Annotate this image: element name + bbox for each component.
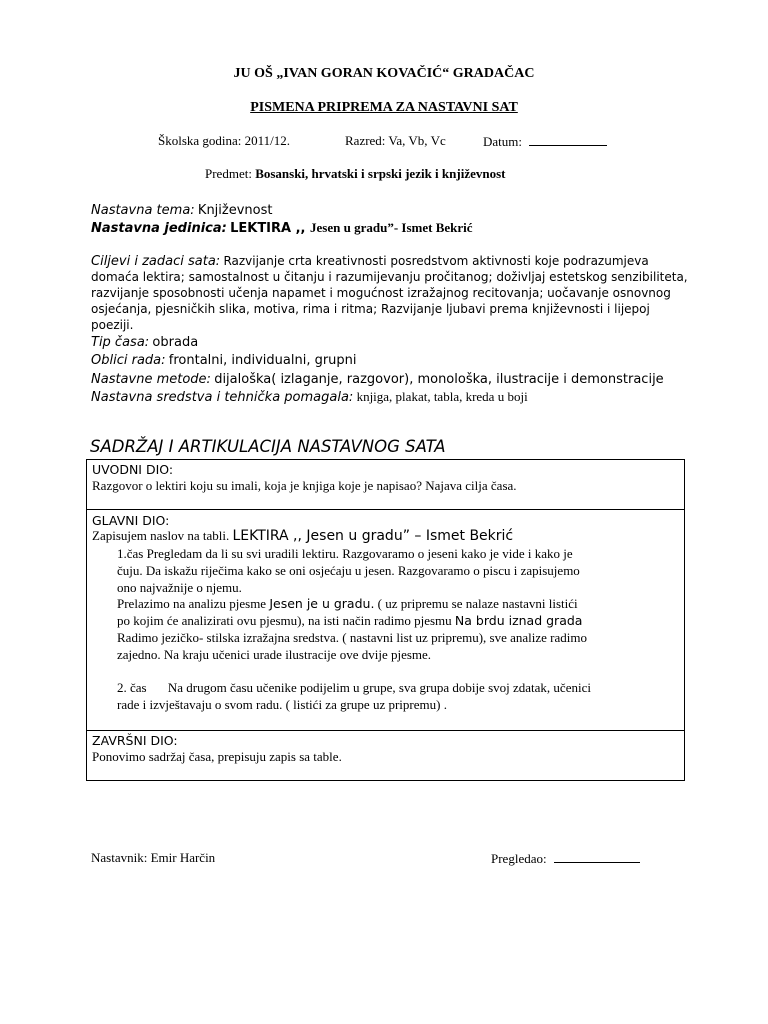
glavni-line-9 — [117, 680, 591, 696]
date-blank — [529, 133, 607, 146]
uvodni-text: Razgovor o lektiri koju su imali, koja je knjiga koje je napisao? Najava cilja časa. — [92, 478, 517, 493]
ciljevi-label: Ciljevi i zadaci sata: — [91, 254, 221, 269]
glavni-line-2: 1.čas Pregledam da li su svi uradili lektiru. Razgovaramo o jeseni kako je vide i kako je — [117, 546, 573, 561]
row-divider — [87, 509, 684, 510]
glavni-line-8: zajedno. Na kraju učenici urade ilustracije ove dvije pjesme. — [117, 647, 432, 662]
glavni-line-6-a: po kojim će analizirati ovu pjesmu), na isti način radimo pjesmu — [117, 613, 452, 628]
glavni-line-3: čuju. Da iskažu riječima kako se oni osjećaju u jesen. Razgovaramo o piscu i zapisujemo — [117, 563, 580, 578]
sredstva-label: Nastavna sredstva i tehnička pomagala: — [91, 390, 354, 405]
teacher-name: Nastavnik: Emir Harčin — [91, 850, 216, 865]
ciljevi-line-4: osjećanja, pjesničkih slika, motiva, rima i ritma; Razvijanje ljubavi prema književnosti i lijepoj — [91, 302, 650, 316]
oblici-value: frontalni, individualni, grupni — [168, 353, 357, 368]
zavrsni-heading: ZAVRŠNI DIO: — [92, 733, 178, 748]
ciljevi-line-5: poeziji. — [91, 318, 134, 332]
tema-value: Književnost — [197, 203, 273, 218]
glavni-line-5-c: ( uz pripremu se nalaze nastavni listići — [377, 596, 578, 611]
ciljevi-row — [91, 253, 649, 269]
poem-title-2: Na brdu iznad grada — [454, 613, 583, 628]
subject-value: Bosanski, hrvatski i srpski jezik i književnost — [255, 166, 506, 181]
glavni-lektira-title: LEKTIRA ,, Jesen u gradu” – Ismet Bekrić — [232, 528, 514, 544]
uvodni-heading: UVODNI DIO: — [92, 462, 174, 477]
metode-label: Nastavne metode: — [91, 372, 211, 387]
glavni-line-6 — [117, 613, 582, 629]
jedinica-value: Jesen u gradu”- Ismet Bekrić — [310, 220, 473, 235]
school-name: JU OŠ „IVAN GORAN KOVAČIĆ“ GRADAČAC — [233, 66, 535, 81]
reviewed-blank — [554, 850, 640, 863]
document-title: PISMENA PRIPREMA ZA NASTAVNI SAT — [250, 100, 518, 115]
glavni-line-5-a: Prelazimo na analizu pjesme — [117, 596, 267, 611]
glavni-line-7: Radimo jezičko- stilska izražajna sredstva. ( nastavni list uz pripremu), sve analize radimo — [117, 630, 588, 645]
glavni-line-10: rade i izvještavaju o svom radu. ( listići za grupe uz pripremu) . — [117, 697, 447, 712]
ciljevi-line-3: razvijanje sposobnosti učenja napamet i mogućnost izražajnog recitovanja; uočavanje osnovnog — [91, 286, 671, 300]
glavni-line-5 — [117, 596, 578, 612]
school-year: Školska godina: 2011/12. — [158, 133, 291, 148]
tema-label: Nastavna tema: — [91, 203, 195, 218]
date-field — [483, 133, 607, 150]
oblici-label: Oblici rada: — [91, 353, 166, 368]
jedinica-label: Nastavna jedinica: — [91, 221, 227, 236]
poem-title-1: Jesen je u gradu. — [269, 596, 375, 611]
section-title: SADRŽAJ I ARTIKULACIJA NASTAVNOG SATA — [90, 437, 446, 456]
subject-line — [205, 166, 505, 182]
subject-label: Predmet: — [205, 166, 252, 181]
date-label: Datum: — [483, 134, 522, 149]
glavni-line-9-b: Na drugom času učenike podijelim u grupe, sva grupa dobije svoj zdatak, učenici — [167, 680, 591, 695]
glavni-line-4: ono najvažnije o njemu. — [117, 580, 242, 595]
glavni-line-1-text: Zapisujem naslov na tabli. — [92, 528, 230, 543]
tip-row — [91, 334, 198, 350]
metode-row — [91, 371, 664, 387]
ciljevi-line-2: domaća lektira; samostalnost u čitanju i razumijevanju pročitanog; doživljaj estetskog senzibiliteta, — [91, 270, 688, 284]
glavni-line-9-a: 2. čas — [117, 680, 147, 695]
zavrsni-text: Ponovimo sadržaj časa, prepisuju zapis sa table. — [92, 749, 342, 764]
tip-label: Tip časa: — [91, 335, 150, 350]
glavni-heading: GLAVNI DIO: — [92, 513, 170, 528]
reviewed-label: Pregledao: — [491, 851, 547, 866]
row-divider — [87, 730, 684, 731]
jedinica-value-prefix: LEKTIRA ,, — [230, 221, 311, 236]
glavni-line-1 — [92, 528, 513, 544]
ciljevi-line-1: Razvijanje crta kreativnosti posredstvom aktivnosti koje podrazumjeva — [223, 254, 649, 268]
content-table — [86, 459, 685, 781]
class-info: Razred: Va, Vb, Vc — [345, 133, 446, 148]
jedinica-row — [91, 220, 473, 236]
oblici-row — [91, 352, 357, 368]
tema-row — [91, 202, 273, 218]
metode-value: dijaloška( izlaganje, razgovor), monološka, ilustracije i demonstracije — [214, 372, 664, 387]
sredstva-row — [91, 389, 528, 405]
reviewed-field — [491, 850, 640, 867]
tip-value: obrada — [152, 335, 199, 350]
sredstva-value: knjiga, plakat, tabla, kreda u boji — [356, 389, 528, 404]
